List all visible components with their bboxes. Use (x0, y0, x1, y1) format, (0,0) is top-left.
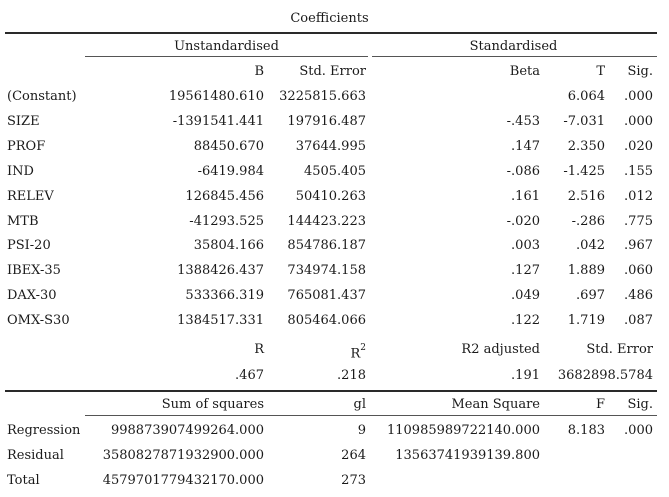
cell-std-error: 734974.158 (287, 263, 366, 278)
cell-f: 8.183 (567, 423, 605, 438)
cell-label: (Constant) (7, 89, 77, 104)
cell-b: 19561480.610 (168, 89, 264, 104)
cell-std-error: 144423.223 (287, 214, 366, 229)
cell-t: -7.031 (563, 114, 605, 129)
cell-sum-of-squares: 998873907499264.000 (110, 423, 264, 438)
cell-beta: -.453 (506, 114, 540, 129)
cell-t: 1.719 (567, 313, 605, 328)
cell-gl: 264 (341, 448, 366, 463)
cell-std-error: 37644.995 (295, 139, 366, 154)
cell-b: 88450.670 (193, 139, 264, 154)
summary-r-value: .467 (235, 368, 264, 383)
cell-beta: .161 (511, 189, 540, 204)
group-standardised: Standardised (469, 39, 558, 54)
cell-t: -.286 (571, 214, 605, 229)
cell-sig: .967 (624, 238, 653, 253)
cell-std-error: 4505.405 (303, 164, 366, 179)
cell-b: 126845.456 (185, 189, 264, 204)
group-unstandardised: Unstandardised (174, 39, 279, 54)
cell-sig: .000 (624, 423, 653, 438)
cell-sum-of-squares: 3580827871932900.000 (102, 448, 264, 463)
summary-r2adj-label: R2 adjusted (461, 342, 540, 357)
cell-sig: .020 (624, 139, 653, 154)
cell-b: -6419.984 (197, 164, 264, 179)
cell-label: OMX-S30 (7, 313, 70, 328)
cell-sig: .000 (624, 89, 653, 104)
cell-beta: .147 (511, 139, 540, 154)
summary-r2adj-value: .191 (511, 368, 540, 383)
cell-label: MTB (7, 214, 39, 229)
cell-sig: .155 (624, 164, 653, 179)
cell-t: 1.889 (567, 263, 605, 278)
cell-label: Regression (7, 423, 81, 438)
cell-t: .697 (576, 288, 605, 303)
cell-std-error: 805464.066 (287, 313, 366, 328)
cell-label: IBEX-35 (7, 263, 61, 278)
cell-mean-square: 13563741939139.800 (395, 448, 540, 463)
summary-se-label: Std. Error (586, 342, 653, 357)
cell-label: Total (7, 473, 40, 488)
cell-gl: 273 (341, 473, 366, 488)
cell-sig: .087 (624, 313, 653, 328)
group-underline-right (372, 56, 657, 57)
cell-std-error: 854786.187 (287, 238, 366, 253)
cell-label: DAX-30 (7, 288, 57, 303)
cell-sig: .486 (624, 288, 653, 303)
col-header-t: T (596, 64, 605, 79)
col-header-b: B (254, 64, 264, 79)
summary-r2-label: $R^2$ (350, 343, 366, 362)
anova-header-gl: gl (353, 397, 366, 412)
summary-r-label: R (254, 342, 264, 357)
title-rule (5, 32, 657, 34)
anova-header-f: F (595, 397, 605, 412)
cell-label: Residual (7, 448, 64, 463)
cell-beta: .127 (511, 263, 540, 278)
col-header-beta: Beta (509, 64, 540, 79)
cell-beta: .003 (511, 238, 540, 253)
cell-beta: .049 (511, 288, 540, 303)
anova-header-underline (85, 415, 657, 416)
cell-sig: .012 (624, 189, 653, 204)
summary-se-value: 3682898.5784 (557, 368, 653, 383)
cell-b: -1391541.441 (172, 114, 264, 129)
cell-b: 35804.166 (193, 238, 264, 253)
anova-header-ss: Sum of squares (161, 397, 264, 412)
cell-beta: .122 (511, 313, 540, 328)
cell-gl: 9 (357, 423, 366, 438)
cell-label: PROF (7, 139, 46, 154)
cell-sum-of-squares: 4579701779432170.000 (102, 473, 264, 488)
col-header-sig: Sig. (627, 64, 653, 79)
cell-std-error: 3225815.663 (279, 89, 366, 104)
cell-sig: .775 (624, 214, 653, 229)
anova-header-sig: Sig. (627, 397, 653, 412)
cell-beta: -.020 (506, 214, 540, 229)
cell-label: SIZE (7, 114, 40, 129)
cell-label: PSI-20 (7, 238, 51, 253)
cell-t: 2.516 (567, 189, 605, 204)
cell-b: 533366.319 (185, 288, 264, 303)
col-header-std-error: Std. Error (299, 64, 366, 79)
cell-b: 1384517.331 (177, 313, 264, 328)
cell-sig: .060 (624, 263, 653, 278)
summary-rule (5, 390, 657, 392)
table-title: Coefficients (290, 11, 369, 26)
cell-t: .042 (576, 238, 605, 253)
cell-t: -1.425 (563, 164, 605, 179)
cell-beta: -.086 (506, 164, 540, 179)
cell-std-error: 765081.437 (287, 288, 366, 303)
group-underline-left (85, 56, 368, 57)
anova-header-ms: Mean Square (451, 397, 540, 412)
cell-t: 6.064 (567, 89, 605, 104)
cell-mean-square: 110985989722140.000 (386, 423, 540, 438)
cell-std-error: 50410.263 (295, 189, 366, 204)
cell-t: 2.350 (567, 139, 605, 154)
cell-b: 1388426.437 (177, 263, 264, 278)
cell-std-error: 197916.487 (287, 114, 366, 129)
cell-label: RELEV (7, 189, 54, 204)
cell-sig: .000 (624, 114, 653, 129)
cell-b: -41293.525 (189, 214, 264, 229)
cell-label: IND (7, 164, 34, 179)
summary-r2-value: .218 (337, 368, 366, 383)
